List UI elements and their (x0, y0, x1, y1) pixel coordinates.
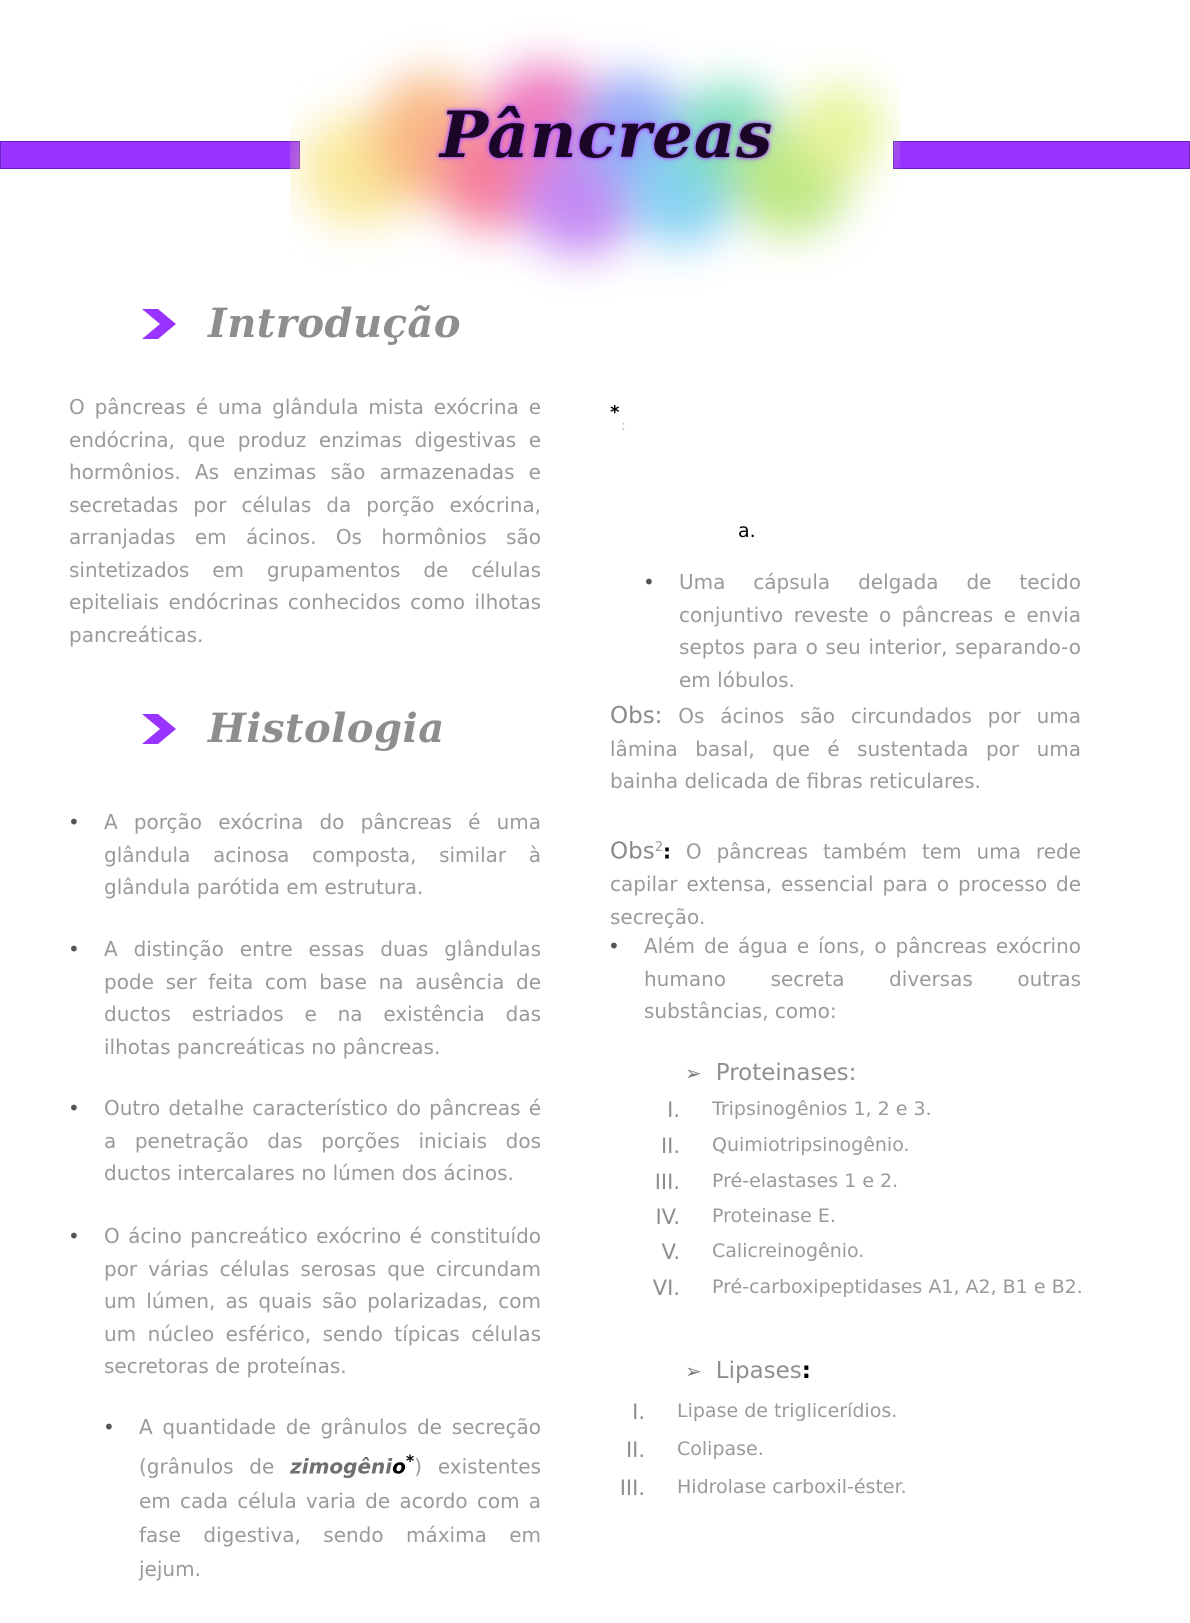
list-item: V. Calicreinogênio. (661, 1240, 865, 1264)
list-item: • Uma cápsula delgada de tecido conjuntivo reveste o pâncreas e envia septos para o seu interior, separando-o em lóbulos. (679, 566, 1081, 696)
list-marker-a: a. (738, 520, 756, 542)
lipases-heading: ➢ Lipases : (685, 1358, 811, 1384)
proteinases-heading: ➢ Proteinases: (685, 1060, 857, 1086)
list-item: II. Quimiotripsinogênio. (660, 1134, 910, 1158)
list-item: I. Lipase de triglicerídios. (632, 1400, 898, 1424)
list-item: II. Colipase. (625, 1438, 764, 1462)
list-item: • Além de água e íons, o pâncreas exócrino humano secreta diversas outras substâncias, como: (644, 930, 1081, 1028)
footnote-star: * (405, 1451, 415, 1470)
chevron-right-icon (142, 714, 176, 744)
list-item: • Outro detalhe característico do pâncreas é a penetração das porções iniciais dos ductos intercalares no lúmen dos ácinos. (104, 1092, 541, 1190)
list-item: III. Pré-elastases 1 e 2. (654, 1170, 899, 1194)
arrow-right-icon: ➢ (685, 1359, 702, 1383)
list-item: III. Hidrolase carboxil-éster. (619, 1476, 907, 1500)
section-heading-histologia (142, 705, 445, 752)
header-bar-right (893, 141, 1190, 169)
list-item: IV. Proteinase E. (655, 1205, 836, 1229)
sub-list-item: • A quantidade de grânulos de secreção (grânulos de zimogênio*) existentes em cada célula varia de acordo com a fase digestiva, sendo máxima em jejum. (139, 1410, 541, 1586)
list-item: I. Tripsinogênios 1, 2 e 3. (667, 1098, 932, 1122)
obs-note-1: Obs: Os ácinos são circundados por uma lâmina basal, que é sustentada por uma bainha delicada de fibras reticulares. (610, 703, 1081, 793)
section-title: Introdução (208, 300, 462, 347)
section-heading-introducao (142, 300, 461, 347)
intro-paragraph: O pâncreas é uma glândula mista exócrina e endócrina, que produz enzimas digestivas e hormônios. As enzimas são armazenadas e secretadas por células da porção exócrina, arranjadas em ácinos. Os hormônios são sintetizados em grupamentos de células epiteliais endócrinas conhecidos como ilhotas pancreáticas. (69, 395, 541, 647)
zimogenio-term: zimogêni (290, 1454, 393, 1479)
header-bar-left (0, 141, 300, 169)
chevron-right-icon (142, 309, 176, 339)
list-item: VI. Pré-carboxipeptidases A1, A2, B1 e B2. (652, 1276, 1083, 1300)
list-item: • O ácino pancreático exócrino é constituído por várias células serosas que circundam um lúmen, as quais são polarizadas, com um núcleo esférico, sendo típicas células secretoras de proteínas. (104, 1220, 541, 1383)
footnote-colon: : (621, 418, 626, 434)
page-title: Pâncreas (440, 98, 774, 173)
list-item: • A distinção entre essas duas glândulas pode ser feita com base na ausência de ductos estriados e na existência das ilhotas pancreáticas no pâncreas. (104, 933, 541, 1063)
obs-note-2: Obs$^2$: O pâncreas também tem uma rede capilar extensa, essencial para o processo de secreção. (610, 838, 1081, 929)
list-item: • A porção exócrina do pâncreas é uma glândula acinosa composta, similar à glândula parótida em estrutura. (104, 806, 541, 904)
section-title: Histologia (208, 705, 445, 752)
footnote-star: * (610, 402, 620, 423)
arrow-right-icon: ➢ (685, 1061, 702, 1085)
